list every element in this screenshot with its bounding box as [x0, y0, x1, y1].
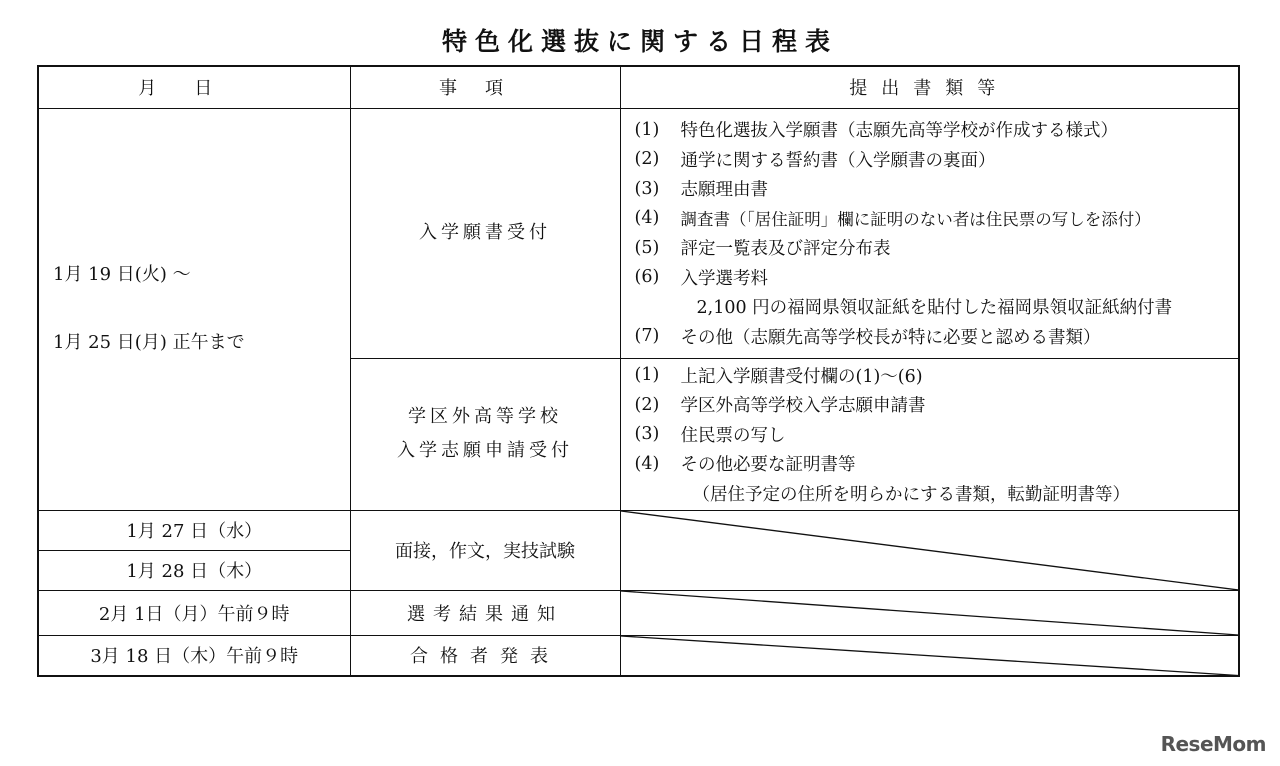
list-item: (6) 入学選考料	[634, 267, 768, 289]
list-item: (4) 調査書（「居住証明」欄に証明のない者は住民票の写しを添付）	[634, 208, 1151, 230]
list-item: (5) 評定一覧表及び評定分布表	[634, 237, 891, 260]
application-start-date: 1月 19 日(火) ～	[53, 264, 191, 285]
result-notice-date: 2月 1日（月）午前９時	[38, 590, 350, 635]
matter-announcement: 合格者発表	[350, 635, 620, 676]
application-period-cell	[38, 108, 350, 510]
matter-out-of-district: 学区外高等学校 入学志願申請受付	[350, 358, 620, 510]
announcement-date: 3月 18 日（木）午前９時	[38, 635, 350, 676]
list-item: (3) 志願理由書	[634, 178, 768, 201]
empty-cell-diagonal	[620, 590, 1239, 635]
header-matter: 事項	[350, 66, 620, 108]
list-item: (4) その他必要な証明書等	[634, 453, 856, 475]
header-documents: 提出書類等	[620, 66, 1239, 108]
interview-date-2: 1月 28 日（木）	[38, 550, 350, 590]
header-date: 月日	[38, 66, 350, 108]
list-item: (3) 住民票の写し	[634, 424, 786, 446]
page-title: 特色化選抜に関する日程表	[441, 27, 838, 56]
table-row	[38, 510, 1239, 550]
application-end-date: 1月 25 日(月) 正午まで	[53, 332, 245, 353]
table-row	[38, 635, 1239, 676]
documents-out-of-district	[620, 358, 1239, 510]
list-item: (7) その他（志願先高等学校長が特に必要と認める書類）	[634, 326, 1101, 348]
table-row	[38, 108, 1239, 358]
empty-cell-diagonal	[620, 635, 1239, 676]
interview-date-1: 1月 27 日（水）	[38, 510, 350, 550]
table-row	[38, 590, 1239, 635]
matter-result-notice: 選考結果通知	[350, 590, 620, 635]
list-item: (2) 通学に関する誓約書（入学願書の裏面）	[634, 149, 996, 171]
list-item: (2) 学区外高等学校入学志願申請書	[634, 394, 926, 416]
matter-application: 入学願書受付	[350, 108, 620, 358]
header-row	[38, 66, 1239, 108]
list-item-note: （居住予定の住所を明らかにする書類，転勤証明書等）	[692, 484, 1130, 505]
list-item-note: 2,100 円の福岡県領収証紙を貼付した福岡県領収証紙納付書	[696, 298, 1173, 319]
resemom-logo: ReseMom	[1160, 732, 1266, 756]
schedule-table	[37, 65, 1240, 677]
list-item: (1) 上記入学願書受付欄の(1)～(6)	[634, 365, 923, 387]
list-item: (1) 特色化選抜入学願書（志願先高等学校が作成する様式）	[634, 119, 1118, 142]
matter-interview: 面接，作文，実技試験	[350, 510, 620, 590]
documents-application	[620, 108, 1239, 358]
empty-cell-diagonal	[620, 510, 1239, 590]
